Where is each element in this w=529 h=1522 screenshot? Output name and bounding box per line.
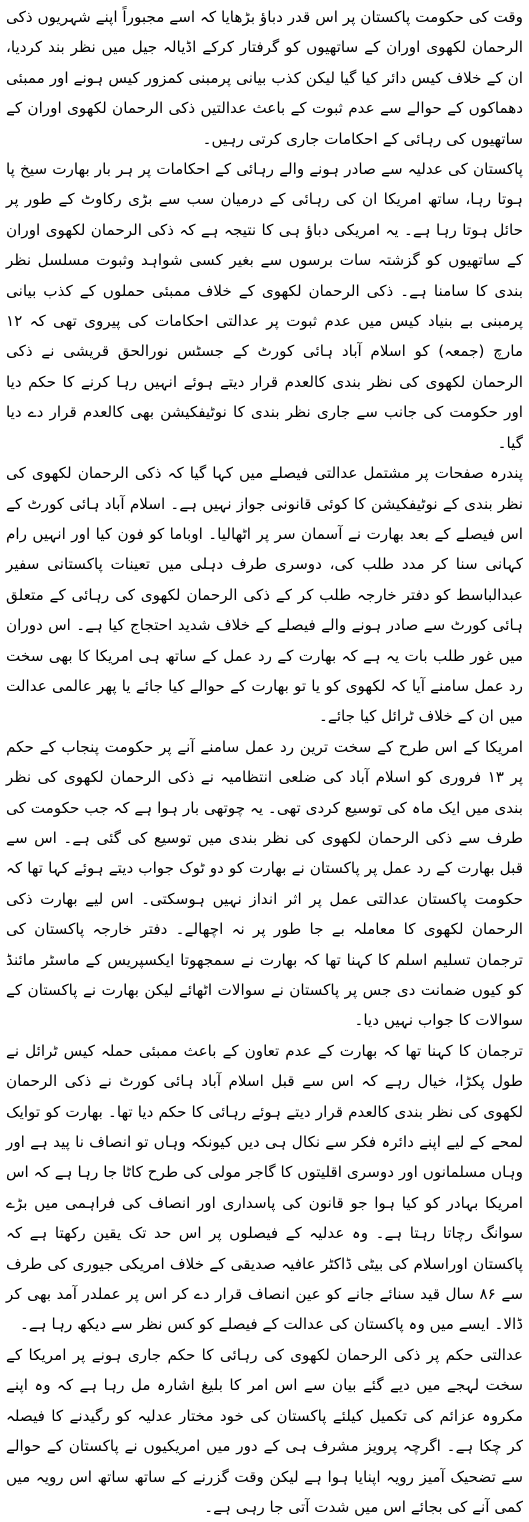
article-paragraph-4: امریکا کے اس طرح کے سخت ترین رد عمل سامنے آنے پر حکومت پنجاب کے حکم پر ۱۳ فروری کو اسلام آباد کی ضلعی انتظامیہ نے ذکی الرحمان لکھوی کی نظر بندی میں ایک ماہ کی توسیع کردی تھی۔ یہ چوتھی بار ہوا ہے کہ جب حکومت کی طرف سے ذکی الرحمان لکھوی کی نظر بندی میں توسیع کی گئی ہے۔ اس سے قبل بھارت کے رد عمل پر پاکستان نے بھارت کو دو ٹوک جواب دیتے ہوئے کہا تھا کہ حکومت پاکستان عدالتی عمل پر اثر انداز نہیں ہوسکتی۔ اس لیے بھارت ذکی الرحمان لکھوی کا معاملہ بے جا طور پر نہ اچھالے۔ دفتر خارجہ پاکستان کی ترجمان تسلیم اسلم کا کہنا تھا کہ بھارت نے سمجھوتا ایکسپریس کے ماسٹر مائنڈ کو کیوں ضمانت دی جس پر پاکستان نے سوالات اٹھائے لیکن بھارت نے پاکستان کے سوالات کا جواب نہیں دیا۔: [6, 737, 523, 1030]
article-paragraph-6: عدالتی حکم پر ذکی الرحمان لکھوی کی رہائی کا حکم جاری ہونے پر امریکا کے سخت لہجے میں دیے گئے بیان سے اس امر کا بلیغ اشارہ مل رہا ہے کہ وہ اپنے مکروہ عزائم کی تکمیل کیلئے پاکستان کی خود مختار عدلیہ کو رگیدنے کا فیصلہ کر چکا ہے۔ اگرچہ پرویز مشرف ہی کے دور میں امریکیوں نے پاکستان کے حوالے سے تضحیک آمیز رویہ اپنایا ہوا ہے لیکن وقت گزرنے کے ساتھ ساتھ اس رویہ میں کمی آنے کی بجائے اس میں شدت آتی جا رہی ہے۔: [6, 1345, 523, 1516]
article-paragraph-2: پاکستان کی عدلیہ سے صادر ہونے والے رہائی کے احکامات پر ہر بار بھارت سیخ پا ہوتا رہا، ساتھ امریکا ان کی رہائی کے درمیان سب سے بڑی رکاوٹ کے طور پر حائل ہوتا رہا ہے۔ یہ امریکی دباؤ ہی کا نتیجہ ہے کہ ذکی الرحمان لکھوی اوران کے ساتھیوں کو گزشتہ سات برسوں سے بغیر کسی شواہد وثبوت مسلسل نظر بندی کا سامنا ہے۔ ذکی الرحمان لکھوی کے خلاف ممبئی حملوں کے کذب بیانی پرمبنی بے بنیاد کیس میں عدم ثبوت پر عدالتی احکامات کی پیروی تھی کہ ۱۲ مارچ (جمعہ) کو اسلام آباد ہائی کورٹ کے جسٹس نورالحق قریشی نے ذکی الرحمان لکھوی کی نظر بندی کالعدم قرار دیتے ہوئے انہیں رہا کرنے کا حکم دیا اور حکومت کی جانب سے جاری نظر بندی کا نوٹیفکیشن بھی کالعدم قرار دے دیا گیا۔: [6, 160, 523, 452]
article-paragraph-5: ترجمان کا کہنا تھا کہ بھارت کے عدم تعاون کے باعث ممبئی حملہ کیس ٹرائل نے طول پکڑا، خیال رہے کہ اس سے قبل اسلام آباد ہائی کورٹ نے ذکی الرحمان لکھوی کی نظر بندی کالعدم قرار دیتے ہوئے رہائی کا حکم دیا تھا۔ بھارت کو توایک لمحے کے لیے اپنے دائرہ فکر سے نکال ہی دیں کیونکہ وہاں تو انصاف نا پید ہے اور وہاں مسلمانوں اور دوسری اقلیتوں کا گاجر مولی کی طرح کاٹا جا رہا ہے کہ اس امریکا بہادر کو کیا ہوا جو قانون کی پاسداری اور انصاف کی فراہمی میں بڑے سوانگ رچاتا رہتا ہے۔ وہ عدلیہ کے فیصلوں پر اس حد تک یقین رکھتا ہے کہ پاکستان اوراسلام کی بیٹی ڈاکٹر عافیہ صدیقی کے خلاف امریکی جیوری کی طرف سے ۸۶ سال قید سنائے جانے کو عین انصاف قرار دے کر اس پر عملدر آمد بھی کر ڈالا۔ ایسے میں وہ پاکستان کی عدالت کے فیصلے کو کس نظر سے دیکھ رہا ہے۔: [6, 1041, 523, 1334]
article-paragraph-1: وقت کی حکومت پاکستان پر اس قدر دباؤ بڑھایا کہ اسے مجبوراً اپنے شہریوں ذکی الرحمان لکھوی اوران کے ساتھیوں کو گرفتار کرکے اڈیالہ جیل میں نظر بند کردیا، ان کے خلاف کیس دائر کیا گیا لیکن کذب بیانی پرمبنی کمزور کیس ہونے اور ممبئی دھماکوں کے حوالے سے عدم ثبوت کے باعث عدالتیں ذکی الرحمان لکھوی اوران کے ساتھیوں کی رہائی کے احکامات جاری کرتی رہیں۔: [6, 8, 523, 148]
article-paragraph-3: پندرہ صفحات پر مشتمل عدالتی فیصلے میں کہا گیا کہ ذکی الرحمان لکھوی کی نظر بندی کے نوٹیفکیشن کا کوئی قانونی جواز نہیں ہے۔ اسلام آباد ہائی کورٹ کے اس فیصلے کے بعد بھارت نے آسمان سر پر اٹھالیا۔ اوباما کو فون کیا اور انہیں رام کہانی سنا کر مدد طلب کی، دوسری طرف دہلی میں تعینات پاکستانی سفیر عبدالباسط کو دفتر خارجہ طلب کر کے ذکی الرحمان لکھوی کی رہائی کے متعلق ہائی کورٹ سے صادر ہونے والے فیصلے کے خلاف شدید احتجاج کیا ہے۔ اس دوران میں غور طلب بات یہ ہے کہ بھارت کے رد عمل کے ساتھ ہی امریکا کا بھی سخت رد عمل سامنے آیا کہ لکھوی کو یا تو بھارت کے حوالے کیا جائے یا پھر عالمی عدالت میں ان کے خلاف ٹرائل کیا جائے۔: [6, 464, 523, 726]
